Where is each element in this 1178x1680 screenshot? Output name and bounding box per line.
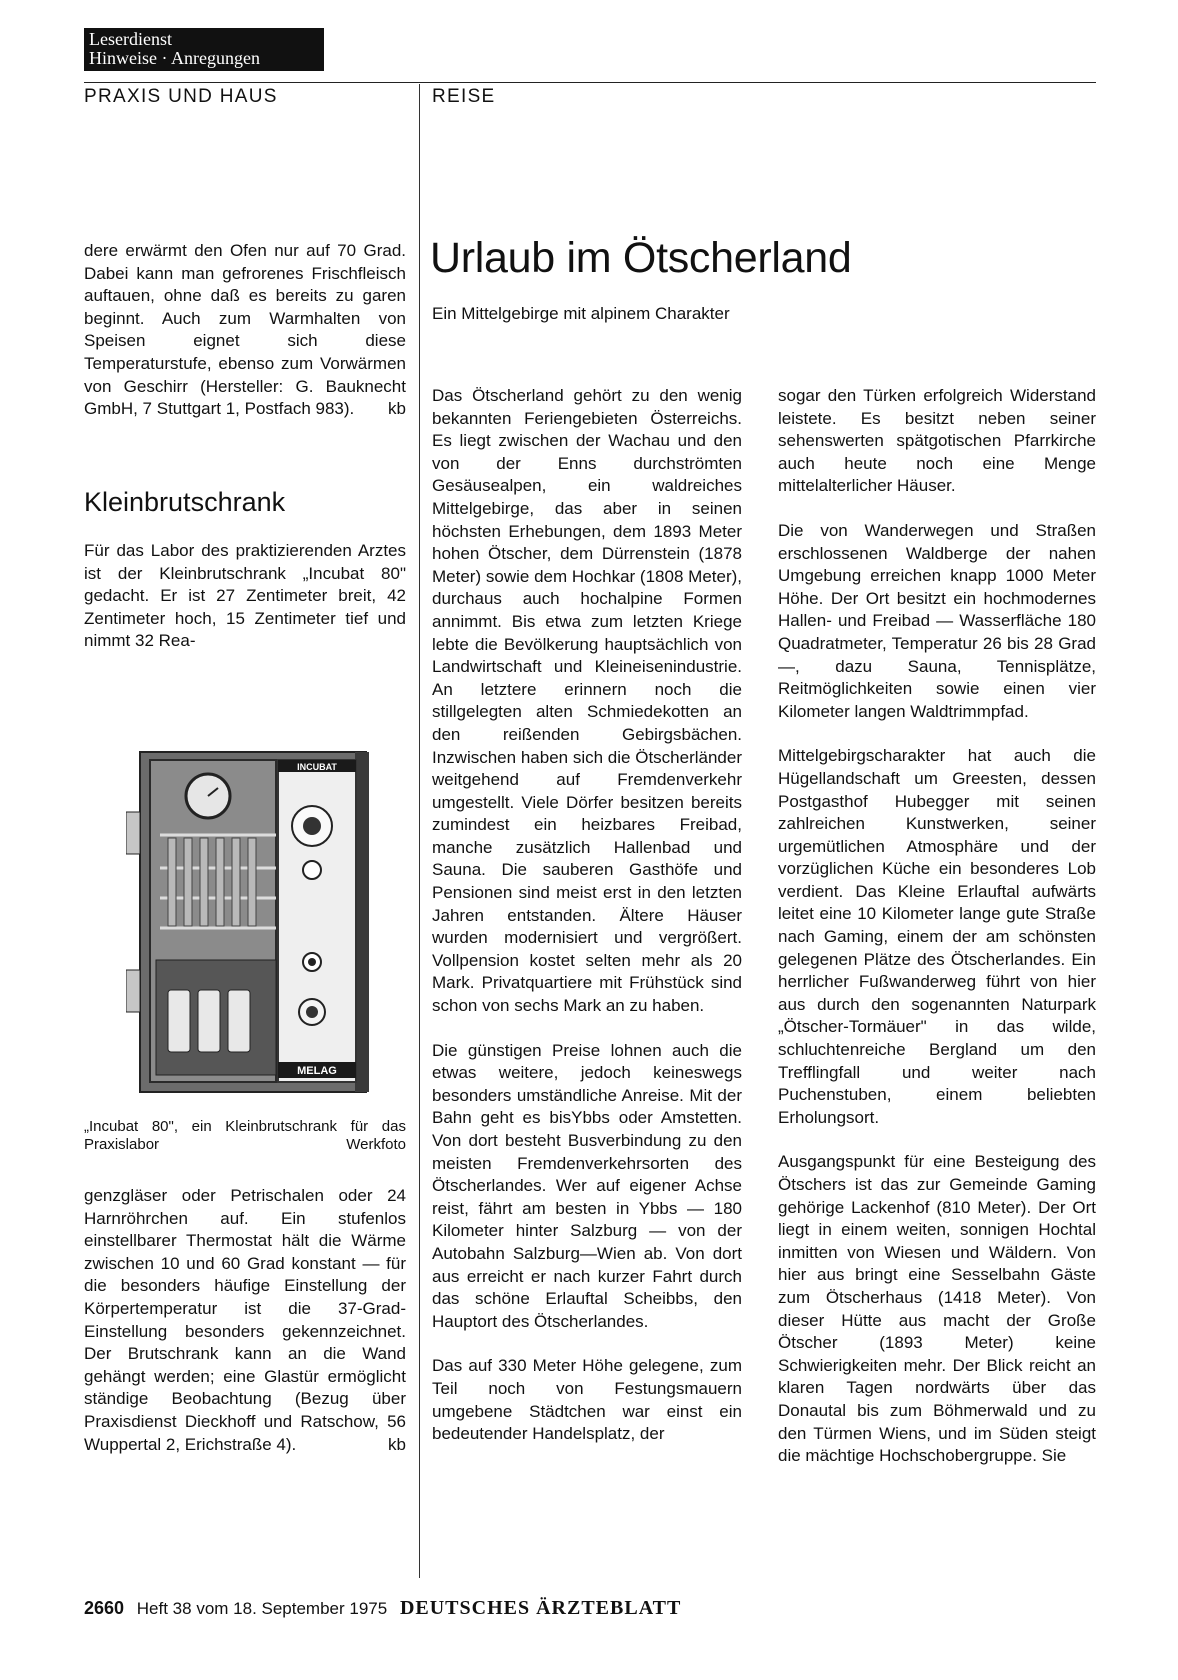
kleinbrutschrank-text-2: genzgläser oder Petrischalen oder 24 Harnröhrchen auf. Ein stufenlos einstellbarer Thermostat hält die Wärme zwischen 10 und 60 Grad konstant — für die besonders häufige Einstellung der Körpertemperatur ist die 37-Grad-Einstellung besonders gekennzeichnet. Der Brutschrank kann an die Wand gehängt werden; eine Glastür ermöglicht ständige Beobachtung (Bezug über Praxisdienst Dieckhoff und Ratschow, 56 Wuppertal 2, Erichstraße 4). bbox=[84, 1186, 406, 1454]
section-label-praxis: PRAXIS UND HAUS bbox=[84, 86, 278, 107]
intro-text: dere erwärmt den Ofen nur auf 70 Grad. Dabei kann man gefrorenes Frischfleisch auftauen, ohne daß es bereits zu garen beginnt. Auch zum Warmhalten von Speisen eignet sich diese Temperaturstufe, ebenso zum Vorwärmen von Geschirr (Hersteller: G. Bauknecht GmbH, 7 Stuttgart 1, Postfach 983). bbox=[84, 241, 406, 419]
article-column-2 bbox=[778, 385, 1096, 1468]
tag-line-1: Leserdienst bbox=[89, 29, 172, 49]
tag-line-2: Hinweise · Anregungen bbox=[89, 48, 260, 68]
article-subtitle: Ein Mittelgebirge mit alpinem Charakter bbox=[432, 304, 730, 323]
article-column-1 bbox=[432, 385, 742, 1446]
issue-info: Heft 38 vom 18. September 1975 bbox=[136, 1599, 388, 1618]
section-label-reise: REISE bbox=[432, 86, 496, 107]
article-paragraph: Das Ötscherland gehört zu den wenig bekannten Feriengebieten Österreichs. Es liegt zwischen der Wachau und den von der Enns durchströmten Gesäusealpen, ein waldreiches Mittelgebirge, das aber in seinen höchsten Erhebungen, dem 1893 Meter hohen Ötscher, dem Dürrenstein (1878 Meter) sowie dem Hochkar (1808 Meter), durchaus auch hochalpine Formen annimmt. Bis etwa zum letzten Kriege lebte die Bevölkerung hauptsächlich von Landwirtschaft und Kleineisenindustrie. An letztere erinnern noch die stillgelegten alten Schmiedekotten an den reißenden Gebirgsbächen. Inzwischen haben sich die Ötscherländer weitgehend auf Fremdenverkehr umgestellt. Viele Dörfer besitzen bereits zumindest ein heizbares Freibad, manche zusätzlich Hallenbad und Sauna. Die sauberen Gasthöfe und Pensionen sind meist erst in den letzten Jahren entstanden. Ältere Häuser wurden modernisiert und vergrößert. Vollpension kostet selten mehr als 20 Mark. Privatquartiere mit Frühstück sind schon von sechs Mark an zu haben. bbox=[432, 386, 742, 1016]
kleinbrutschrank-body-2 bbox=[84, 1185, 406, 1456]
author-signature: kb bbox=[388, 1434, 406, 1454]
melag-brand-label: MELAG bbox=[297, 1065, 337, 1077]
leserdienst-tag bbox=[84, 28, 324, 71]
article-paragraph: Die günstigen Preise lohnen auch die etwas weitere, jedoch keineswegs besonders umständliche Anreise. Mit der Bahn geht es bisYbbs oder Amstetten. Von dort besteht Busverbindung zu den meisten Fremdenverkehrsorten des Ötscherlandes. Wer auf eigener Achse reist, fährt am besten in Ybbs — 180 Kilometer hinter Salzburg — von der Autobahn Salzburg—Wien ab. Von dort aus erreicht er nach kurzer Fahrt durch das schöne Erlauftal Scheibbs, den Hauptort des Ötscherlandes. bbox=[432, 1040, 742, 1331]
page-number: 2660 bbox=[84, 1598, 125, 1618]
caption-credit: Werkfoto bbox=[346, 1136, 406, 1153]
column-divider bbox=[419, 84, 420, 1578]
incubator-photo bbox=[126, 730, 376, 1100]
caption-text: „Incubat 80", ein Kleinbrutschrank für das Praxislabor bbox=[84, 1118, 406, 1153]
article-title: Urlaub im Ötscherland bbox=[430, 234, 852, 282]
masthead: DEUTSCHES ÄRZTEBLATT bbox=[399, 1597, 682, 1619]
article-paragraph: Mittelgebirgscharakter hat auch die Hügellandschaft um Greesten, dessen Postgasthof Hubegger mit seinen zahlreichen Kunstwerken, seiner urgemütlichen Atmosphäre und der vorzüglichen Küche ein besonderes Lob verdient. Das Kleine Erlauftal aufwärts leitet eine 10 Kilometer lange gute Straße nach Gaming, einem der am schönsten gelegenen Plätze des Ötscherlandes. Ein herrlicher Fußwanderweg führt von hier aus durch den sogenannten Naturpark „Ötscher-Tormäuer" in das wilde, schluchtenreiche Bergland um den Trefflingfall und weiter nach Puchenstuben, einem beliebten Erholungsort. bbox=[778, 746, 1096, 1127]
page-footer bbox=[84, 1597, 681, 1620]
article-paragraph: Die von Wanderwegen und Straßen erschlossenen Waldberge der nahen Umgebung erreichen knapp 1000 Meter Höhe. Der Ort besitzt ein hochmodernes Hallen- und Freibad — Wasserfläche 180 Quadratmeter, Temperatur 26 bis 28 Grad —, dazu Sauna, Tennisplätze, Reitmöglichkeiten sowie einen vier Kilometer langen Waldtrimmpfad. bbox=[778, 520, 1096, 721]
author-signature: kb bbox=[388, 399, 406, 419]
article-paragraph: Ausgangspunkt für eine Besteigung des Ötschers ist das zur Gemeinde Gaming gehörige Lackenhof (810 Meter). Der Ort liegt in einem weiten, sonnigen Hochtal inmitten von Wiesen und Wäldern. Von hier aus bringt eine Sesselbahn Gäste zum Ötscherhaus (1418 Meter). Von dieser Hütte aus macht der Große Ötscher (1893 Meter) keine Schwierigkeiten mehr. Der Blick reicht an klaren Tagen nordwärts über das Donautal bis zum Böhmerwald und zu den Türmen Wiens, und im Süden steigt die mächtige Hochschobergruppe. Sie bbox=[778, 1152, 1096, 1466]
incubat-brand-label: INCUBAT bbox=[297, 762, 337, 772]
intro-paragraph bbox=[84, 240, 406, 421]
kleinbrutschrank-text-1: Für das Labor des praktizierenden Arztes ist der Kleinbrutschrank „Incubat 80" gedacht. Er ist 27 Zentimeter breit, 42 Zentimeter hoch, 15 Zentimeter tief und nimmt 32 Rea- bbox=[84, 541, 406, 651]
article-paragraph: sogar den Türken erfolgreich Widerstand leistete. Es besitzt neben seiner sehenswerten spätgotischen Pfarrkirche auch heute noch eine Menge mittelalterlicher Häuser. bbox=[778, 386, 1096, 496]
article-paragraph: Das auf 330 Meter Höhe gelegene, zum Teil noch von Festungsmauern umgebene Städtchen war einst ein bedeutender Handelsplatz, der bbox=[432, 1356, 742, 1444]
photo-caption bbox=[84, 1118, 406, 1154]
header-rule bbox=[84, 82, 1096, 83]
kleinbrutschrank-body-1 bbox=[84, 540, 406, 653]
kleinbrutschrank-heading: Kleinbrutschrank bbox=[84, 487, 286, 517]
